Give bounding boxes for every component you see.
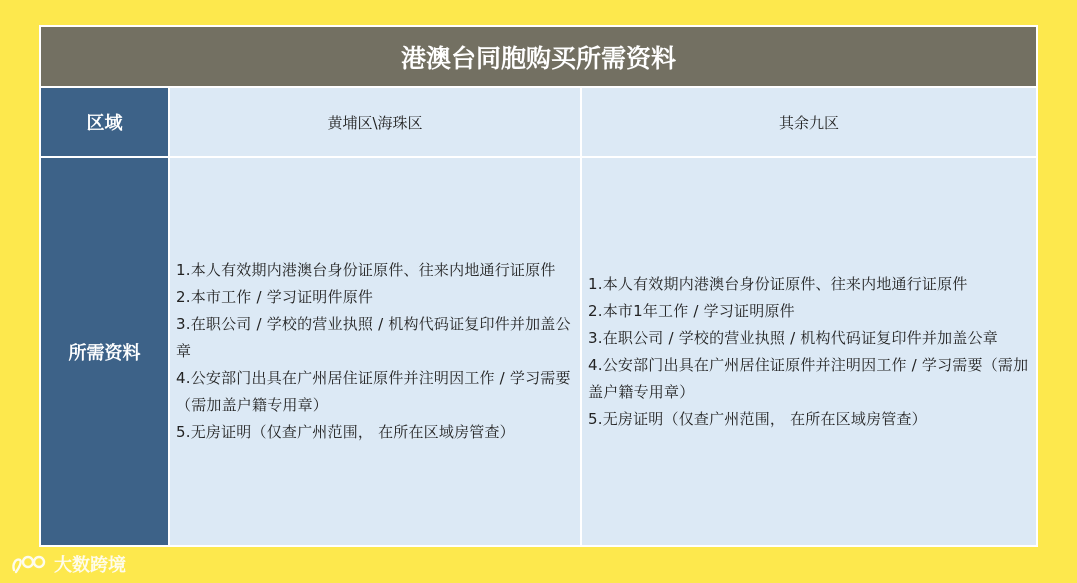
list-item: 4.公安部门出具在广州居住证原件并注明因工作 / 学习需要（需加盖户籍专用章） bbox=[588, 355, 1029, 401]
list-item: 1.本人有效期内港澳台身份证原件、往来内地通行证原件 bbox=[176, 261, 556, 279]
materials-list-other-districts bbox=[582, 158, 1036, 545]
list-item: 5.无房证明（仅查广州范围， 在所在区域房管查） bbox=[588, 409, 927, 428]
region-header-label: 区域 bbox=[41, 88, 168, 156]
list-item: 2.本市工作 / 学习证明件原件 bbox=[176, 288, 374, 306]
required-materials-label: 所需资料 bbox=[41, 158, 168, 545]
data-table bbox=[39, 25, 1038, 547]
table-title: 港澳台同胞购买所需资料 bbox=[41, 27, 1036, 86]
list-item: 2.本市1年工作 / 学习证明原件 bbox=[588, 301, 795, 320]
list-item: 3.在职公司 / 学校的营业执照 / 机构代码证复印件并加盖公章 bbox=[176, 315, 571, 360]
list-item: 3.在职公司 / 学校的营业执照 / 机构代码证复印件并加盖公章 bbox=[588, 328, 998, 347]
watermark bbox=[10, 551, 126, 577]
watermark-text: 大数跨境 bbox=[54, 555, 126, 576]
list-item: 4.公安部门出具在广州居住证原件并注明因工作 / 学习需要（需加盖户籍专用章） bbox=[176, 369, 571, 414]
column-header-huangpu-haizhu: 黄埔区\海珠区 bbox=[170, 88, 580, 156]
list-item: 1.本人有效期内港澳台身份证原件、往来内地通行证原件 bbox=[588, 274, 968, 293]
logo-icon bbox=[10, 552, 48, 576]
list-item: 5.无房证明（仅查广州范围， 在所在区域房管查） bbox=[176, 423, 515, 441]
materials-list-huangpu-haizhu bbox=[170, 158, 580, 545]
column-header-other-districts: 其余九区 bbox=[582, 88, 1036, 156]
